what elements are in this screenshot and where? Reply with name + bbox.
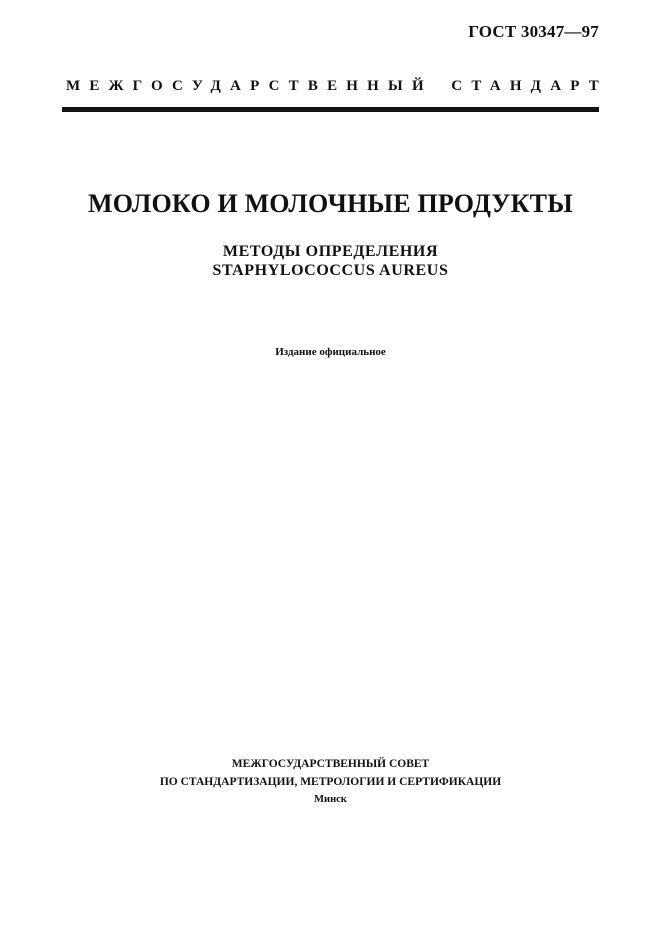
header-divider	[62, 107, 599, 112]
subtitle-line-1: МЕТОДЫ ОПРЕДЕЛЕНИЯ	[222, 243, 439, 260]
document-number: ГОСТ 30347—97	[468, 22, 599, 41]
subtitle-line-2: STAPHYLOCOCCUS AUREUS	[212, 262, 449, 279]
banner-word-interstate: МЕЖГОСУДАРСТВЕННЫЙ	[66, 78, 433, 94]
edition-note: Издание официальное	[275, 346, 386, 358]
publisher-line-1: МЕЖГОСУДАРСТВЕННЫЙ СОВЕТ	[231, 758, 430, 770]
standard-type-banner	[66, 78, 608, 95]
page-title: МОЛОКО И МОЛОЧНЫЕ ПРОДУКТЫ	[88, 189, 573, 218]
banner-word-standard: СТАНДАРТ	[451, 78, 608, 94]
publisher-line-2: ПО СТАНДАРТИЗАЦИИ, МЕТРОЛОГИИ И СЕРТИФИКАЦИИ	[159, 776, 502, 788]
publisher-city: Минск	[314, 794, 347, 805]
